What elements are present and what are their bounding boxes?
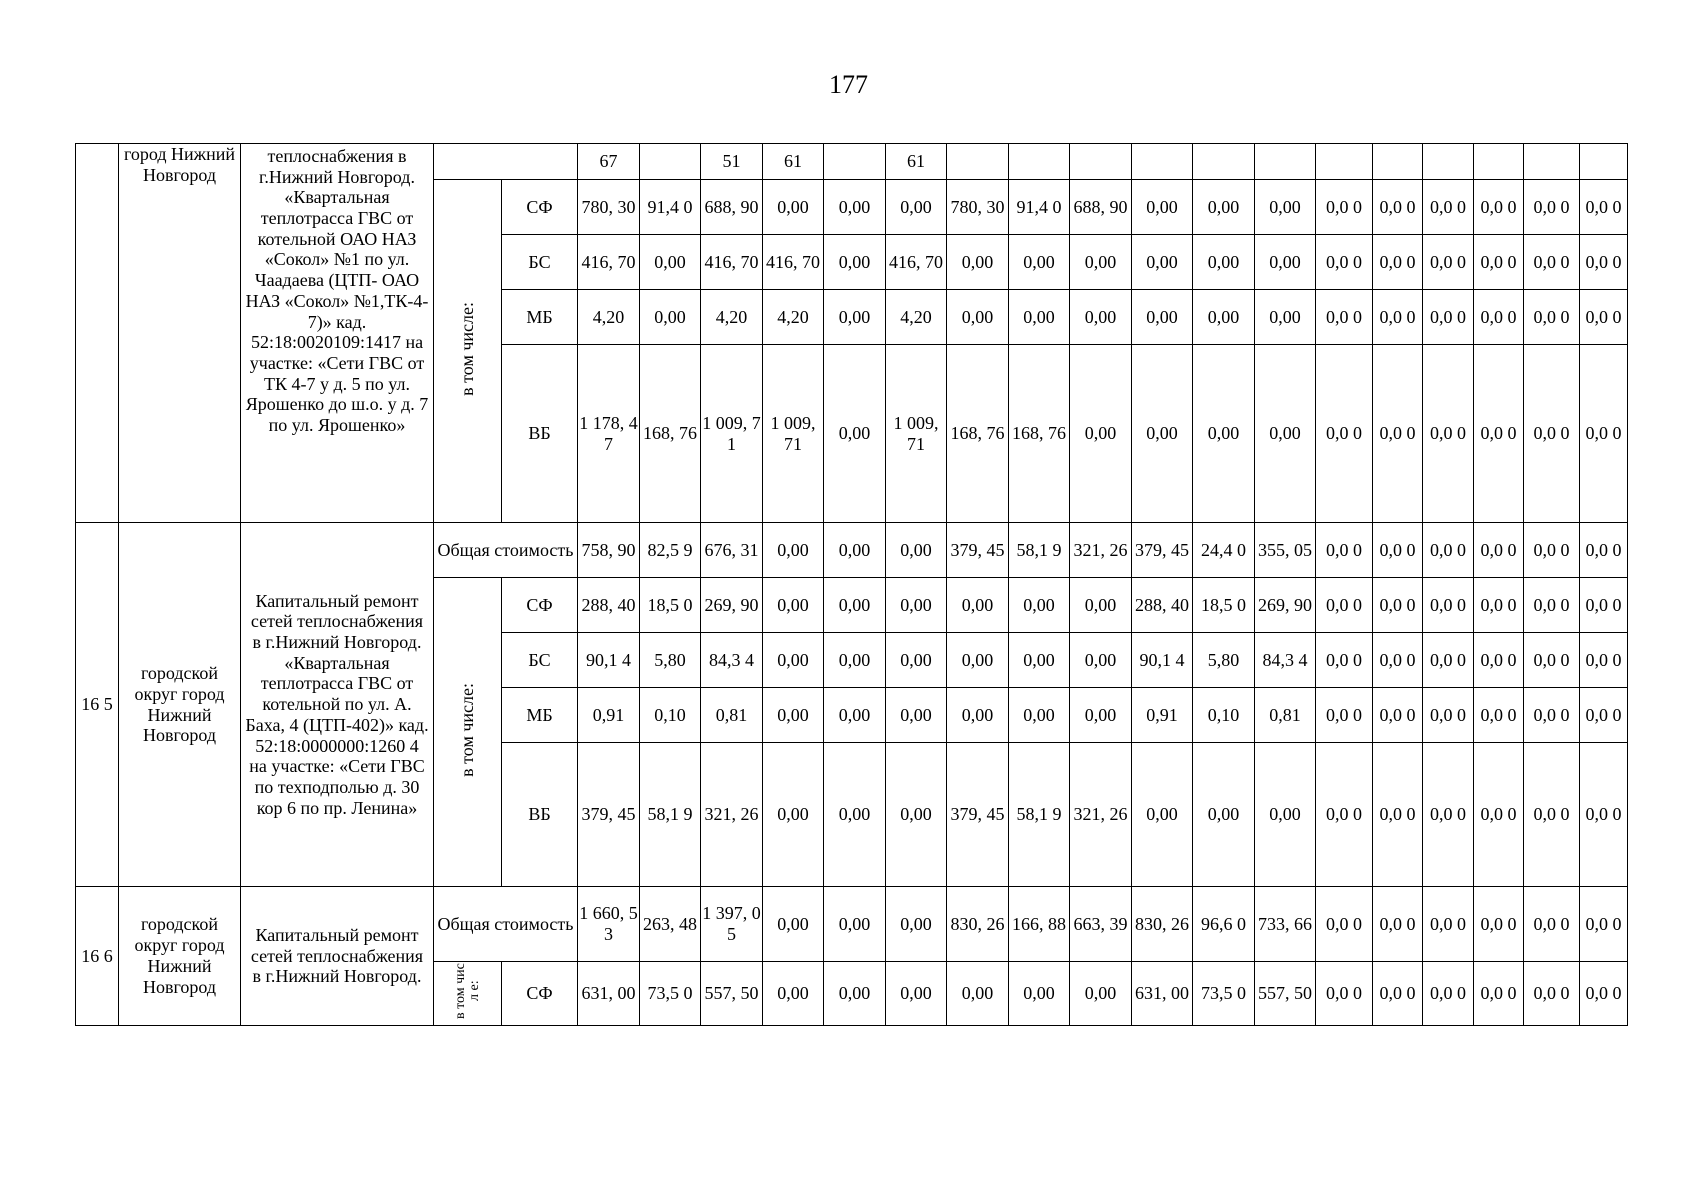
value-cell: 0,0 0 — [1423, 743, 1474, 887]
value-cell: 416, 70 — [701, 235, 763, 290]
value-cell: 355, 05 — [1255, 523, 1316, 578]
value-cell: 0,00 — [1132, 235, 1193, 290]
value-cell: 0,81 — [701, 688, 763, 743]
value-cell: 0,00 — [1009, 578, 1070, 633]
value-cell: 5,80 — [640, 633, 701, 688]
value-cell: 557, 50 — [701, 962, 763, 1026]
value-cell: 0,0 0 — [1316, 962, 1373, 1026]
value-cell: 0,0 0 — [1524, 290, 1580, 345]
value-cell: 4,20 — [886, 290, 947, 345]
value-cell: 0,00 — [886, 523, 947, 578]
data-table — [75, 143, 1628, 1026]
source-cell: СФ — [502, 962, 578, 1026]
description-cell: Капитальный ремонт сетей теплоснабжения в г.Нижний Новгород. «Квартальная теплотрасса ГВС от котельной по ул. А. Баха, 4 (ЦТП-402)» кад. 52:18:0000000:1260 4 на участке: «Сети ГВС по техподполью д. 30 кор 6 по пр. Ленина» — [241, 523, 434, 887]
value-cell: 18,5 0 — [640, 578, 701, 633]
value-cell: 557, 50 — [1255, 962, 1316, 1026]
value-cell — [640, 144, 701, 180]
including-label-text: в том числе: — [457, 682, 478, 777]
value-cell: 0,00 — [824, 688, 886, 743]
value-cell: 0,0 0 — [1423, 523, 1474, 578]
value-cell: 0,0 0 — [1474, 235, 1524, 290]
value-cell: 0,0 0 — [1580, 290, 1628, 345]
value-cell: 0,00 — [1009, 633, 1070, 688]
value-cell: 0,0 0 — [1373, 345, 1423, 523]
value-cell: 0,0 0 — [1474, 290, 1524, 345]
value-cell: 416, 70 — [886, 235, 947, 290]
value-cell: 0,0 0 — [1373, 743, 1423, 887]
value-cell: 0,00 — [886, 633, 947, 688]
value-cell: 0,0 0 — [1580, 962, 1628, 1026]
value-cell: 1 009, 71 — [763, 345, 824, 523]
value-cell: 416, 70 — [578, 235, 640, 290]
value-cell: 0,0 0 — [1474, 345, 1524, 523]
value-cell: 0,0 0 — [1316, 688, 1373, 743]
value-cell: 0,0 0 — [1474, 962, 1524, 1026]
value-cell: 0,10 — [640, 688, 701, 743]
value-cell — [1580, 144, 1628, 180]
value-cell: 0,00 — [640, 235, 701, 290]
value-cell: 733, 66 — [1255, 887, 1316, 962]
value-cell: 269, 90 — [1255, 578, 1316, 633]
including-label — [434, 962, 502, 1026]
value-cell — [947, 144, 1009, 180]
value-cell: 0,81 — [1255, 688, 1316, 743]
value-cell: 90,1 4 — [1132, 633, 1193, 688]
value-cell — [1193, 144, 1255, 180]
number-cell: 16 5 — [76, 523, 119, 887]
value-cell: 1 397, 05 — [701, 887, 763, 962]
value-cell: 0,00 — [947, 290, 1009, 345]
value-cell: 0,0 0 — [1580, 578, 1628, 633]
value-cell: 168, 76 — [947, 345, 1009, 523]
value-cell: 830, 26 — [947, 887, 1009, 962]
value-cell: 0,0 0 — [1423, 688, 1474, 743]
value-cell: 0,0 0 — [1524, 962, 1580, 1026]
value-cell — [1132, 144, 1193, 180]
value-cell: 0,0 0 — [1524, 743, 1580, 887]
value-cell: 0,00 — [1132, 290, 1193, 345]
value-cell: 0,00 — [763, 633, 824, 688]
value-cell: 1 660, 53 — [578, 887, 640, 962]
value-cell: 0,00 — [947, 235, 1009, 290]
value-cell: 379, 45 — [1132, 523, 1193, 578]
including-label-text: в том числе: — [457, 301, 478, 396]
value-cell: 58,1 9 — [1009, 743, 1070, 887]
value-cell: 61 — [886, 144, 947, 180]
value-cell: 0,00 — [1132, 743, 1193, 887]
value-cell: 631, 00 — [578, 962, 640, 1026]
value-cell: 0,0 0 — [1423, 633, 1474, 688]
including-label-text: в том числ е: — [452, 963, 482, 1019]
value-cell: 0,00 — [824, 523, 886, 578]
value-cell: 0,00 — [640, 290, 701, 345]
value-cell: 0,0 0 — [1474, 578, 1524, 633]
value-cell: 1 009, 71 — [886, 345, 947, 523]
value-cell: 0,0 0 — [1524, 633, 1580, 688]
value-cell: 0,00 — [824, 743, 886, 887]
value-cell: 166, 88 — [1009, 887, 1070, 962]
value-cell: 0,0 0 — [1316, 633, 1373, 688]
value-cell: 321, 26 — [701, 743, 763, 887]
value-cell: 0,00 — [1070, 633, 1132, 688]
region-cell: городской округ город Нижний Новгород — [119, 887, 241, 1026]
value-cell: 0,0 0 — [1316, 523, 1373, 578]
value-cell: 0,0 0 — [1580, 688, 1628, 743]
value-cell: 90,1 4 — [578, 633, 640, 688]
value-cell: 73,5 0 — [1193, 962, 1255, 1026]
value-cell: 0,0 0 — [1524, 887, 1580, 962]
value-cell — [824, 144, 886, 180]
source-cell: СФ — [502, 578, 578, 633]
value-cell: 0,0 0 — [1373, 523, 1423, 578]
value-cell: 0,0 0 — [1423, 345, 1474, 523]
value-cell: 58,1 9 — [640, 743, 701, 887]
value-cell: 0,00 — [886, 743, 947, 887]
value-cell: 0,0 0 — [1373, 962, 1423, 1026]
value-cell: 0,00 — [1070, 962, 1132, 1026]
value-cell: 0,0 0 — [1580, 180, 1628, 235]
number-cell: 16 6 — [76, 887, 119, 1026]
value-cell: 379, 45 — [947, 523, 1009, 578]
value-cell: 0,00 — [1193, 290, 1255, 345]
value-cell: 0,00 — [1009, 962, 1070, 1026]
value-cell: 269, 90 — [701, 578, 763, 633]
value-cell: 379, 45 — [578, 743, 640, 887]
value-cell: 0,00 — [1132, 180, 1193, 235]
value-cell: 0,0 0 — [1524, 345, 1580, 523]
value-cell: 0,00 — [824, 345, 886, 523]
value-cell: 0,91 — [1132, 688, 1193, 743]
value-cell: 0,0 0 — [1524, 523, 1580, 578]
value-cell: 663, 39 — [1070, 887, 1132, 962]
value-cell: 0,0 0 — [1580, 523, 1628, 578]
value-cell: 0,00 — [763, 180, 824, 235]
value-cell — [1474, 144, 1524, 180]
value-cell: 168, 76 — [1009, 345, 1070, 523]
source-cell: МБ — [502, 290, 578, 345]
value-cell: 688, 90 — [701, 180, 763, 235]
value-cell: 0,0 0 — [1474, 180, 1524, 235]
value-cell: 0,0 0 — [1423, 887, 1474, 962]
value-cell: 0,00 — [1193, 743, 1255, 887]
value-cell: 321, 26 — [1070, 523, 1132, 578]
value-cell: 0,0 0 — [1423, 180, 1474, 235]
value-cell — [1373, 144, 1423, 180]
value-cell: 780, 30 — [578, 180, 640, 235]
value-cell — [1524, 144, 1580, 180]
description-cell: Капитальный ремонт сетей теплоснабжения в г.Нижний Новгород. — [241, 887, 434, 1026]
value-cell: 0,0 0 — [1423, 962, 1474, 1026]
total-label-cell: Общая стоимость — [434, 523, 578, 578]
value-cell: 0,0 0 — [1580, 235, 1628, 290]
value-cell: 0,0 0 — [1423, 290, 1474, 345]
value-cell: 676, 31 — [701, 523, 763, 578]
value-cell: 321, 26 — [1070, 743, 1132, 887]
value-cell — [1423, 144, 1474, 180]
value-cell: 5,80 — [1193, 633, 1255, 688]
cost-label-cell — [434, 144, 578, 180]
value-cell: 0,00 — [1132, 345, 1193, 523]
value-cell: 0,00 — [1255, 743, 1316, 887]
value-cell: 84,3 4 — [701, 633, 763, 688]
value-cell: 0,00 — [1070, 578, 1132, 633]
value-cell: 0,00 — [886, 180, 947, 235]
region-cell: городской округ город Нижний Новгород — [119, 523, 241, 887]
value-cell: 168, 76 — [640, 345, 701, 523]
value-cell: 0,00 — [763, 887, 824, 962]
table-row — [76, 144, 1628, 180]
value-cell: 4,20 — [578, 290, 640, 345]
value-cell: 0,00 — [1070, 290, 1132, 345]
value-cell: 0,00 — [824, 633, 886, 688]
value-cell: 0,0 0 — [1316, 887, 1373, 962]
value-cell: 91,4 0 — [640, 180, 701, 235]
value-cell: 0,00 — [824, 887, 886, 962]
value-cell: 0,00 — [824, 235, 886, 290]
value-cell: 830, 26 — [1132, 887, 1193, 962]
value-cell: 0,0 0 — [1373, 235, 1423, 290]
value-cell: 0,00 — [947, 962, 1009, 1026]
value-cell: 0,0 0 — [1474, 688, 1524, 743]
value-cell: 0,00 — [824, 290, 886, 345]
value-cell — [1316, 144, 1373, 180]
value-cell: 0,91 — [578, 688, 640, 743]
value-cell: 0,00 — [1255, 290, 1316, 345]
value-cell: 0,0 0 — [1423, 578, 1474, 633]
value-cell: 0,00 — [947, 633, 1009, 688]
value-cell: 24,4 0 — [1193, 523, 1255, 578]
value-cell: 18,5 0 — [1193, 578, 1255, 633]
value-cell: 379, 45 — [947, 743, 1009, 887]
value-cell: 4,20 — [763, 290, 824, 345]
value-cell: 0,0 0 — [1580, 743, 1628, 887]
value-cell: 0,00 — [763, 578, 824, 633]
value-cell — [1070, 144, 1132, 180]
value-cell: 51 — [701, 144, 763, 180]
including-label — [434, 578, 502, 887]
value-cell: 0,0 0 — [1580, 633, 1628, 688]
value-cell: 58,1 9 — [1009, 523, 1070, 578]
value-cell: 0,00 — [1255, 235, 1316, 290]
value-cell: 1 178, 47 — [578, 345, 640, 523]
value-cell: 0,0 0 — [1524, 688, 1580, 743]
description-cell: теплоснабжения в г.Нижний Новгород. «Квартальная теплотрасса ГВС от котельной ОАО НАЗ «Сокол» №1 по ул. Чаадаева (ЦТП- ОАО НАЗ «Сокол» №1,ТК-4-7)» кад. 52:18:0020109:1417 на участке: «Сети ГВС от ТК 4-7 у д. 5 по ул. Ярошенко до ш.о. у д. 7 по ул. Ярошенко» — [241, 144, 434, 523]
value-cell: 4,20 — [701, 290, 763, 345]
value-cell: 0,00 — [947, 688, 1009, 743]
value-cell: 0,00 — [1193, 235, 1255, 290]
value-cell: 61 — [763, 144, 824, 180]
value-cell — [1009, 144, 1070, 180]
value-cell: 0,00 — [1009, 290, 1070, 345]
number-cell — [76, 144, 119, 523]
value-cell: 0,0 0 — [1474, 887, 1524, 962]
value-cell: 288, 40 — [1132, 578, 1193, 633]
value-cell: 0,0 0 — [1373, 633, 1423, 688]
value-cell: 0,00 — [1255, 180, 1316, 235]
table-row — [76, 887, 1628, 962]
value-cell: 0,0 0 — [1423, 235, 1474, 290]
value-cell: 67 — [578, 144, 640, 180]
including-label — [434, 180, 502, 523]
value-cell: 0,0 0 — [1373, 688, 1423, 743]
value-cell: 631, 00 — [1132, 962, 1193, 1026]
value-cell: 0,0 0 — [1316, 235, 1373, 290]
value-cell: 0,00 — [763, 962, 824, 1026]
value-cell: 0,0 0 — [1373, 180, 1423, 235]
value-cell: 82,5 9 — [640, 523, 701, 578]
source-cell: БС — [502, 633, 578, 688]
value-cell: 0,00 — [1070, 345, 1132, 523]
value-cell: 0,0 0 — [1474, 523, 1524, 578]
value-cell: 0,00 — [1193, 345, 1255, 523]
value-cell: 288, 40 — [578, 578, 640, 633]
source-cell: БС — [502, 235, 578, 290]
source-cell: СФ — [502, 180, 578, 235]
value-cell: 0,00 — [824, 578, 886, 633]
page-number: 177 — [829, 70, 868, 99]
value-cell: 0,00 — [1255, 345, 1316, 523]
value-cell: 0,0 0 — [1580, 345, 1628, 523]
value-cell: 0,00 — [886, 962, 947, 1026]
value-cell: 91,4 0 — [1009, 180, 1070, 235]
value-cell: 780, 30 — [947, 180, 1009, 235]
value-cell: 1 009, 71 — [701, 345, 763, 523]
value-cell: 84,3 4 — [1255, 633, 1316, 688]
value-cell: 0,0 0 — [1580, 887, 1628, 962]
value-cell: 73,5 0 — [640, 962, 701, 1026]
value-cell: 0,00 — [824, 962, 886, 1026]
value-cell: 0,0 0 — [1373, 290, 1423, 345]
value-cell: 688, 90 — [1070, 180, 1132, 235]
value-cell: 0,00 — [1009, 235, 1070, 290]
value-cell: 263, 48 — [640, 887, 701, 962]
value-cell: 0,0 0 — [1316, 743, 1373, 887]
value-cell: 0,0 0 — [1474, 633, 1524, 688]
value-cell: 0,10 — [1193, 688, 1255, 743]
value-cell: 0,0 0 — [1316, 578, 1373, 633]
source-cell: ВБ — [502, 345, 578, 523]
total-label-cell: Общая стоимость — [434, 887, 578, 962]
value-cell: 0,0 0 — [1524, 235, 1580, 290]
value-cell: 0,00 — [1009, 688, 1070, 743]
value-cell: 0,00 — [886, 578, 947, 633]
value-cell: 0,00 — [763, 523, 824, 578]
value-cell: 0,00 — [886, 887, 947, 962]
value-cell: 0,0 0 — [1316, 345, 1373, 523]
value-cell: 0,00 — [763, 743, 824, 887]
value-cell: 0,0 0 — [1373, 578, 1423, 633]
value-cell — [1255, 144, 1316, 180]
table-row — [76, 523, 1628, 578]
value-cell: 0,00 — [1070, 688, 1132, 743]
value-cell: 0,0 0 — [1316, 290, 1373, 345]
value-cell: 0,00 — [824, 180, 886, 235]
value-cell: 0,0 0 — [1316, 180, 1373, 235]
source-cell: МБ — [502, 688, 578, 743]
value-cell: 0,0 0 — [1524, 180, 1580, 235]
value-cell: 416, 70 — [763, 235, 824, 290]
source-cell: ВБ — [502, 743, 578, 887]
value-cell: 758, 90 — [578, 523, 640, 578]
value-cell: 0,00 — [1070, 235, 1132, 290]
value-cell: 0,00 — [1193, 180, 1255, 235]
value-cell: 0,00 — [947, 578, 1009, 633]
value-cell: 0,0 0 — [1524, 578, 1580, 633]
value-cell: 0,00 — [886, 688, 947, 743]
value-cell: 0,00 — [763, 688, 824, 743]
region-cell: город Нижний Новгород — [119, 144, 241, 523]
value-cell: 96,6 0 — [1193, 887, 1255, 962]
value-cell: 0,0 0 — [1474, 743, 1524, 887]
value-cell: 0,0 0 — [1373, 887, 1423, 962]
